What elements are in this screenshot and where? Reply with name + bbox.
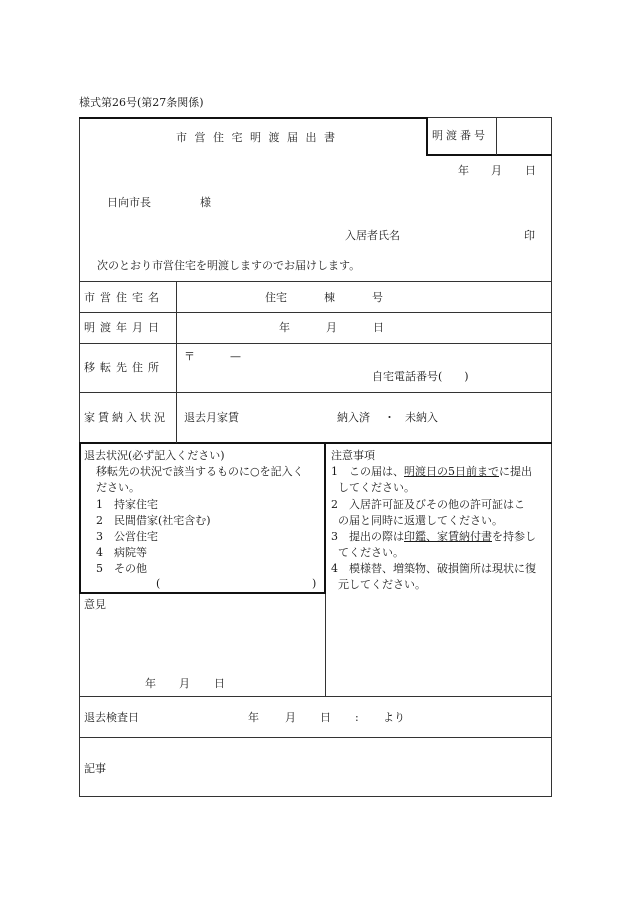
vacate-date-label: 明渡年月日 xyxy=(84,321,164,334)
leave-option-5[interactable]: 5 その他 xyxy=(96,562,147,575)
leave-option-2[interactable]: 2 民間借家(社宅含む) xyxy=(96,514,211,527)
inspection-year: 年 xyxy=(248,711,259,724)
note-3-line-1: 3 提出の際は印鑑、家賃納付書を持参し xyxy=(331,530,536,543)
leave-option-1[interactable]: 1 持家住宅 xyxy=(96,498,158,511)
date-year: 年 xyxy=(458,164,469,177)
date-month: 月 xyxy=(491,164,502,177)
housing-jutaku: 住宅 xyxy=(265,291,287,304)
opinion-label: 意見 xyxy=(84,598,106,611)
opinion-month: 月 xyxy=(179,677,190,690)
opinion-field[interactable] xyxy=(83,614,321,674)
form-number: 様式第26号(第27条関係) xyxy=(79,96,204,109)
note-1-line-2: してください。 xyxy=(338,481,415,494)
new-address-label: 移転先住所 xyxy=(84,361,164,374)
note-2-line-2: の届と同時に返還してください。 xyxy=(338,514,503,527)
note-1-line-1: 1 この届は、明渡日の5日前までに提出 xyxy=(331,465,532,478)
vacate-month: 月 xyxy=(326,321,337,334)
notes-title: 注意事項 xyxy=(331,449,375,462)
opinion-day: 日 xyxy=(214,677,225,690)
addressee-honorific: 様 xyxy=(200,196,211,209)
opinion-year: 年 xyxy=(145,677,156,690)
form-title: 市 営 住 宅 明 渡 届 出 書 xyxy=(176,131,337,144)
phone-label: 自宅電話番号( ) xyxy=(372,370,469,383)
remarks-field[interactable] xyxy=(120,742,548,792)
inspection-label: 退去検査日 xyxy=(84,711,139,724)
inspection-colon: : xyxy=(355,711,359,724)
vacate-year: 年 xyxy=(279,321,290,334)
postal-dash: — xyxy=(230,350,241,363)
housing-label: 市営住宅名 xyxy=(84,291,164,304)
number-field[interactable] xyxy=(498,119,550,153)
housing-go: 号 xyxy=(372,291,383,304)
housing-name-field[interactable] xyxy=(180,284,260,310)
rent-unpaid[interactable]: 未納入 xyxy=(405,411,438,424)
remarks-label: 記事 xyxy=(84,762,106,775)
housing-to: 棟 xyxy=(324,291,335,304)
applicant-label: 入居者氏名 xyxy=(345,229,400,242)
rent-dot: ・ xyxy=(384,411,395,424)
leave-status-instruction-2: ださい。 xyxy=(96,481,140,494)
leave-option-4[interactable]: 4 病院等 xyxy=(96,546,147,559)
postal-mark: 〒 xyxy=(184,350,195,363)
date-day: 日 xyxy=(525,164,536,177)
applicant-name-field[interactable] xyxy=(410,225,515,245)
seal-mark: 印 xyxy=(524,229,535,242)
other-paren-open: ( xyxy=(156,577,161,590)
other-paren-close: ) xyxy=(312,577,317,590)
leave-status-title: 退去状況(必ず記入ください) xyxy=(84,449,225,462)
leave-status-instruction-1: 移転先の状況で該当するものに○を記入く xyxy=(96,465,304,478)
addressee-name: 日向市長 xyxy=(107,196,151,209)
inspection-from: より xyxy=(383,711,405,724)
note-4-line-2: 元してください。 xyxy=(338,578,426,591)
rent-past: 退去月家賃 xyxy=(184,411,239,424)
number-label: 明渡番号 xyxy=(432,129,488,142)
statement-text: 次のとおり市営住宅を明渡しますのでお届けします。 xyxy=(97,259,361,272)
rent-label: 家賃納入状況 xyxy=(84,411,168,424)
rent-paid[interactable]: 納入済 xyxy=(337,411,370,424)
note-3-line-2: てください。 xyxy=(338,546,404,559)
vacate-day: 日 xyxy=(373,321,384,334)
inspection-day: 日 xyxy=(320,711,331,724)
note-4-line-1: 4 模様替、増築物、破損箇所は現状に復 xyxy=(331,562,536,575)
note-2-line-1: 2 入居許可証及びその他の許可証はこ xyxy=(331,498,525,511)
inspection-month: 月 xyxy=(285,711,296,724)
leave-option-3[interactable]: 3 公営住宅 xyxy=(96,530,158,543)
